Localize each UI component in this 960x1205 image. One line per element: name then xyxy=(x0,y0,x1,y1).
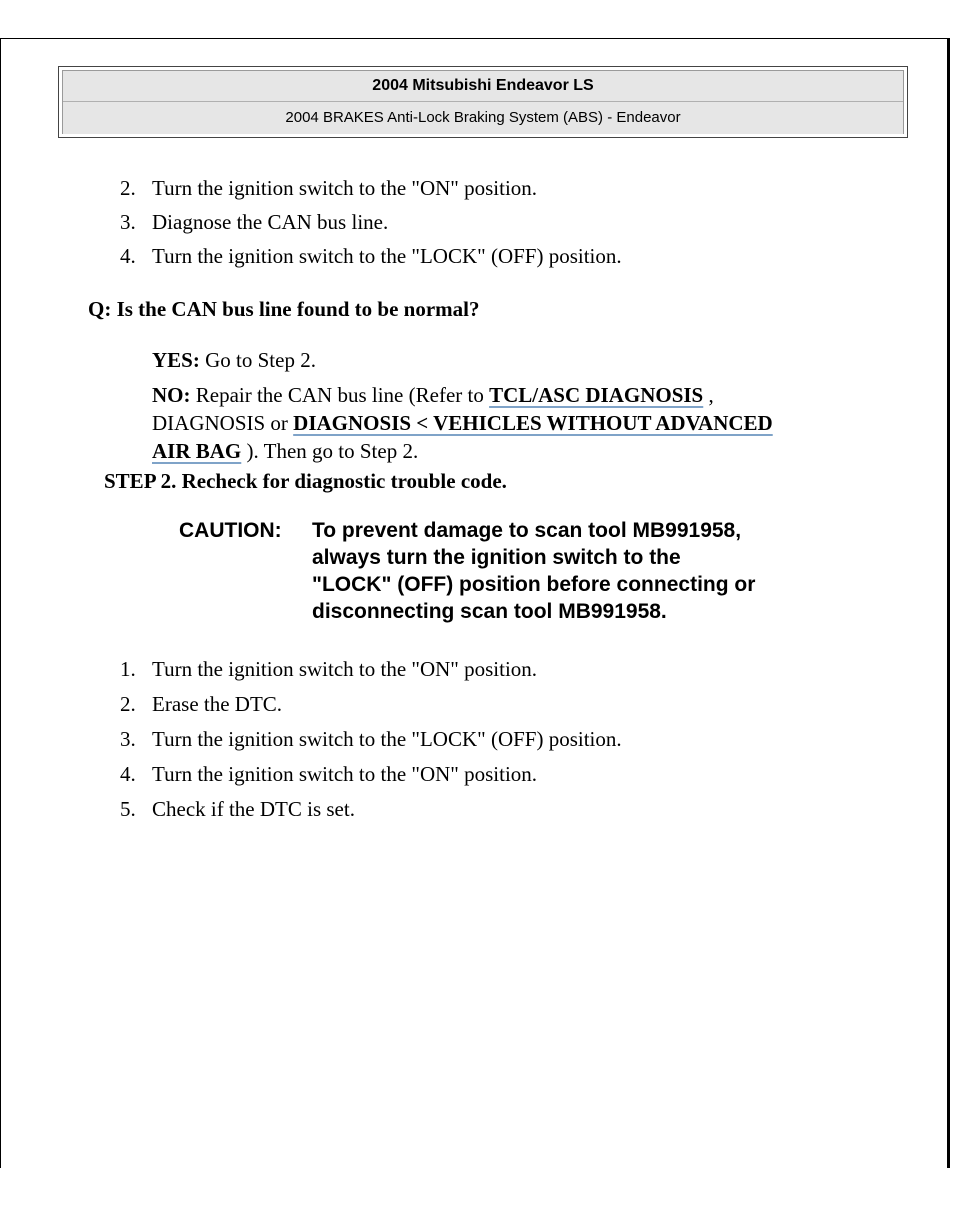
list-item xyxy=(120,727,622,752)
list-item xyxy=(120,692,282,717)
question: Q: Is the CAN bus line found to be normal? xyxy=(88,297,480,321)
step-text: Turn the ignition switch to the "ON" position. xyxy=(152,176,538,200)
answer-no-line2 xyxy=(152,411,773,436)
step-number: 3. xyxy=(120,210,136,234)
caution-line: "LOCK" (OFF) position before connecting or xyxy=(312,573,756,596)
header-title: 2004 Mitsubishi Endeavor LS xyxy=(63,71,903,102)
yes-label: YES: xyxy=(152,348,200,372)
step-text: Turn the ignition switch to the "ON" position. xyxy=(152,657,538,681)
header-inner xyxy=(62,70,904,134)
step-number: 2. xyxy=(120,692,136,716)
step-number: 2. xyxy=(120,176,136,200)
step-number: 1. xyxy=(120,657,136,681)
header-subtitle: 2004 BRAKES Anti-Lock Braking System (ABS) - Endeavor xyxy=(63,102,903,134)
list-item xyxy=(120,210,388,235)
step-text: Check if the DTC is set. xyxy=(152,797,355,821)
document-header xyxy=(58,66,908,138)
list-item xyxy=(120,797,355,822)
caution-line: To prevent damage to scan tool MB991958, xyxy=(312,519,742,542)
yes-text: Go to Step 2. xyxy=(199,348,316,372)
step-number: 4. xyxy=(120,244,136,268)
step-text: Erase the DTC. xyxy=(152,692,283,716)
section-heading: STEP 2. Recheck for diagnostic trouble code. xyxy=(104,469,507,493)
list-item xyxy=(120,762,537,787)
no-text: ). Then go to Step 2. xyxy=(241,439,419,463)
step-number: 3. xyxy=(120,727,136,751)
caution-line: disconnecting scan tool MB991958. xyxy=(312,600,667,623)
list-item xyxy=(120,176,537,201)
no-text: , xyxy=(703,383,714,407)
no-text: DIAGNOSIS or xyxy=(152,411,294,435)
caution-line: always turn the ignition switch to the xyxy=(312,546,681,569)
link-diagnosis-vehicles-without-advanced[interactable]: DIAGNOSIS < VEHICLES WITHOUT ADVANCED xyxy=(293,411,773,435)
link-tcl-asc-diagnosis[interactable]: TCL/ASC DIAGNOSIS xyxy=(489,383,704,407)
no-label: NO: xyxy=(152,383,191,407)
step-text: Diagnose the CAN bus line. xyxy=(152,210,389,234)
step-text: Turn the ignition switch to the "LOCK" (OFF) position. xyxy=(152,244,622,268)
answer-yes xyxy=(152,348,316,373)
step-number: 4. xyxy=(120,762,136,786)
list-item xyxy=(120,657,537,682)
caution-label: CAUTION: xyxy=(179,519,282,542)
step-text: Turn the ignition switch to the "ON" position. xyxy=(152,762,538,786)
step-text: Turn the ignition switch to the "LOCK" (OFF) position. xyxy=(152,727,622,751)
step-number: 5. xyxy=(120,797,136,821)
list-item xyxy=(120,244,622,269)
link-air-bag[interactable]: AIR BAG xyxy=(152,439,242,463)
answer-no xyxy=(152,383,714,408)
answer-no-line3 xyxy=(152,439,418,464)
no-text: Repair the CAN bus line (Refer to xyxy=(190,383,490,407)
